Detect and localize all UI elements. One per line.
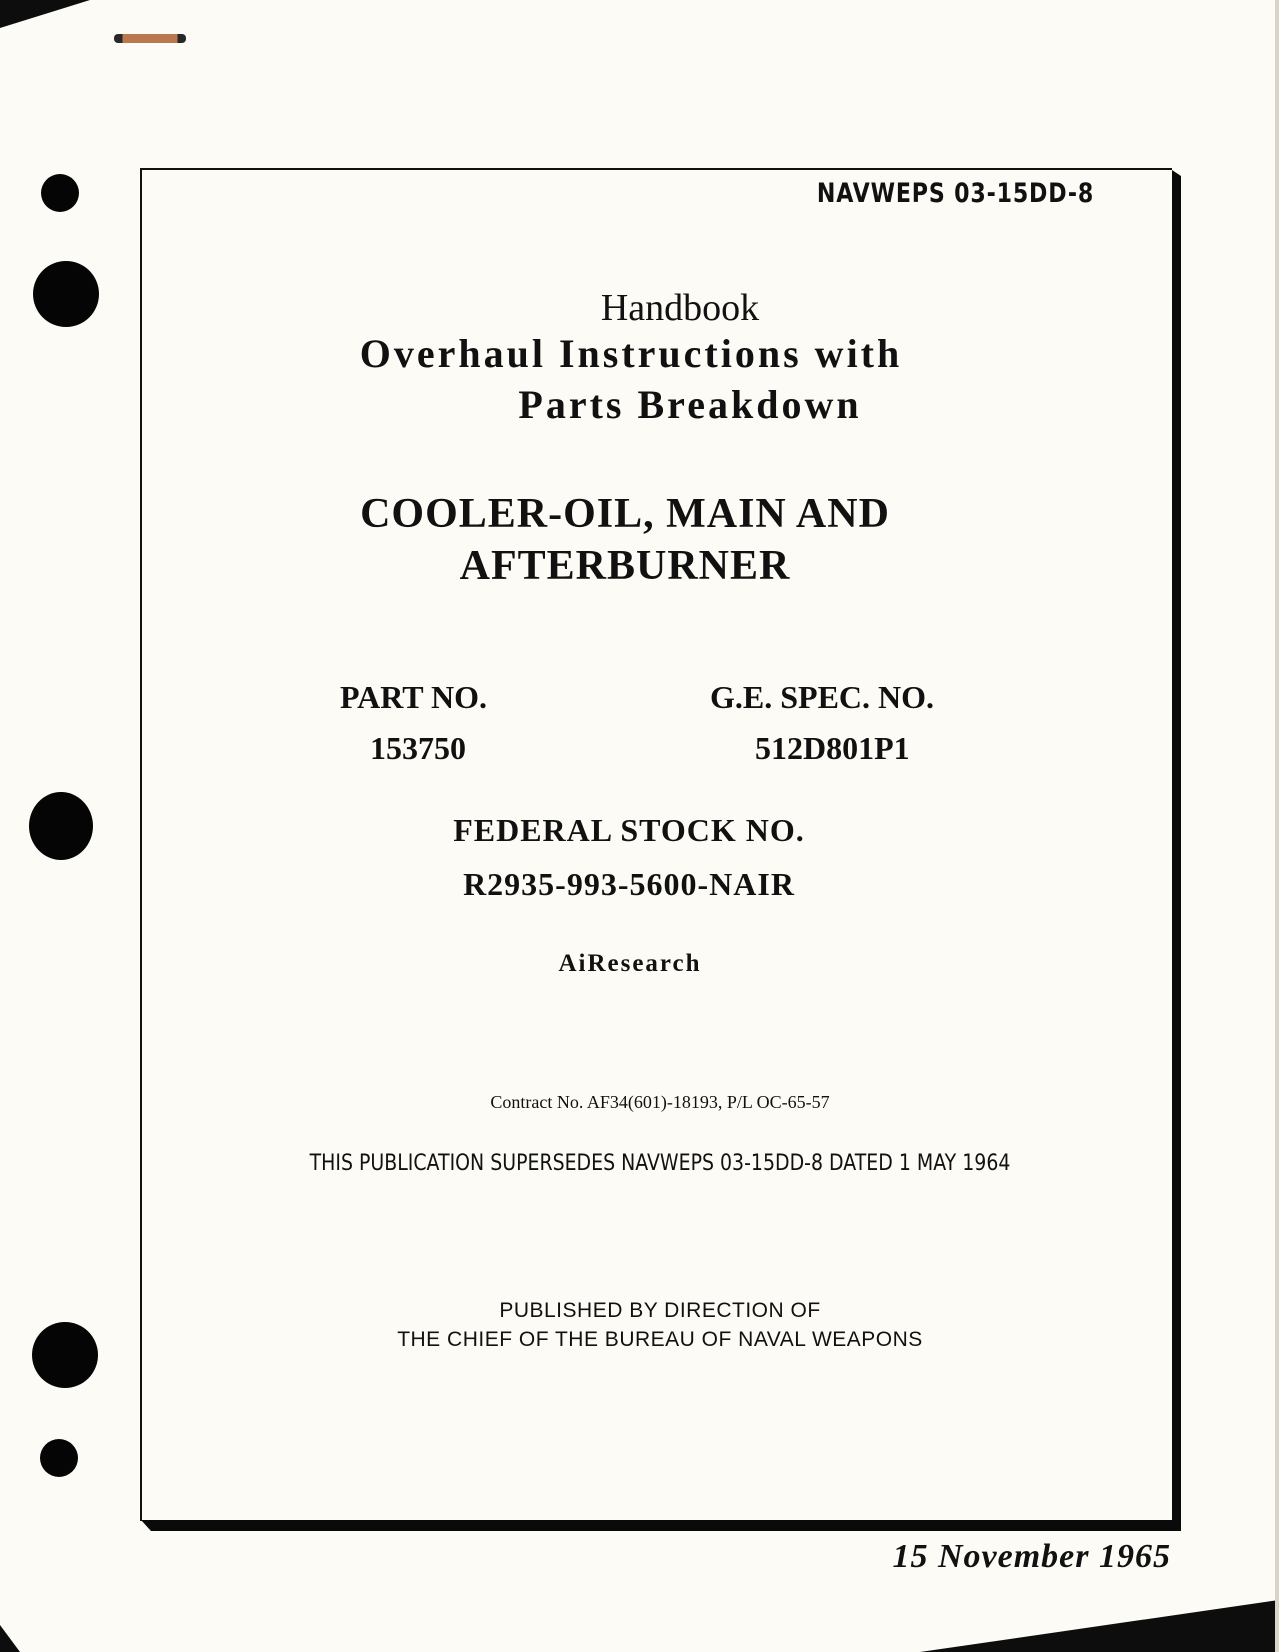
- subject-line-2: AFTERBURNER: [459, 543, 791, 589]
- published-by-line-1: PUBLISHED BY DIRECTION OF: [499, 1299, 821, 1322]
- federal-stock-no-label: FEDERAL STOCK NO.: [453, 812, 805, 848]
- part-no-label: PART NO.: [340, 679, 488, 715]
- title-overhaul-instructions: Overhaul Instructions with: [359, 331, 903, 376]
- ge-spec-no-label: G.E. SPEC. NO.: [710, 679, 935, 715]
- subject-line-1: COOLER-OIL, MAIN AND: [360, 491, 890, 537]
- published-by-line-2: THE CHIEF OF THE BUREAU OF NAVAL WEAPONS: [397, 1328, 923, 1351]
- publication-date: 15 November 1965: [892, 1538, 1171, 1575]
- contract-number: Contract No. AF34(601)-18193, P/L OC-65-57: [490, 1092, 830, 1112]
- frame-shadow: [141, 1520, 1181, 1531]
- punch-hole-icon: [41, 174, 79, 212]
- part-no-value: 153750: [370, 730, 466, 766]
- supersedes-notice: THIS PUBLICATION SUPERSEDES NAVWEPS 03-15DD-8 DATED 1 MAY 1964: [309, 1151, 1011, 1176]
- page-edge: [1275, 0, 1279, 1652]
- title-handbook: Handbook: [600, 287, 760, 329]
- federal-stock-no-value: R2935-993-5600-NAIR: [463, 866, 795, 902]
- title-parts-breakdown: Parts Breakdown: [518, 382, 862, 427]
- document-number: NAVWEPS 03-15DD-8: [816, 178, 1094, 209]
- staple-mark: [114, 34, 186, 43]
- ge-spec-no-value: 512D801P1: [755, 730, 910, 766]
- manufacturer-name: AiResearch: [558, 950, 702, 977]
- punch-hole-icon: [40, 1439, 78, 1477]
